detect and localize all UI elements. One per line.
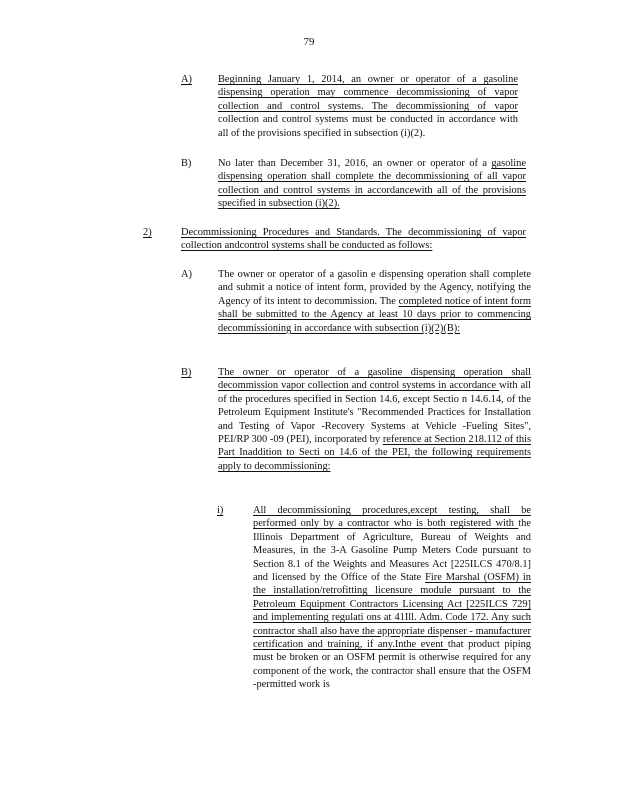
paragraph-text — [253, 504, 531, 692]
text-segment: The owner or operator of a gasolin e dispensing operation shall complete and submit a notice of intent form, provided by the Agency, notifying the Agency of its intent to decommission. The — [218, 269, 531, 307]
paragraph-text — [218, 73, 518, 140]
paragraph-marker: A) — [181, 269, 192, 280]
text-segment: The owner or operator of a gasoline dispensing operation shall decommission vapor collection and control systems in accordance — [218, 367, 531, 392]
text-segment: with all of the procedures specified in Section 14.6, except Sectio n 14.6.14, of the Petroleum Equipment Institute's "Recommended Practices for Installation and Testing of Vapor -Recovery Systems at Vehicle -Fueling Sites", PEI/RP 300 -09 (PEI), incorporated by — [218, 380, 531, 446]
text-segment: reference at Section 218.112 of this Part Inaddition to Secti on 14.6 of the PEI, the following requirements apply to decommissioning: — [218, 434, 531, 472]
paragraph-marker: B) — [181, 367, 192, 378]
text-segment: completed notice of intent form shall be submitted to the Agency at least 10 days prior to commencing decommissioning in accordance with subsection (i)(2)(B): — [218, 295, 531, 334]
paragraph-marker: A) — [181, 74, 192, 85]
text-segment: collection and control systems must be conducted in accordance with all of the provisions specified in subsection (i)(2). — [218, 114, 518, 139]
paragraph-marker: B) — [181, 158, 192, 169]
paragraph-text — [218, 268, 531, 335]
text-segment: the Illinois Department of Agriculture, Bureau of Weights and Measures, in the 3-A Gasoline Pump Meters Code pursuant to Section 8.1 of the Weights and Measures Act [225ILCS 470/8.1] and licensed by the Office of the State — [253, 518, 531, 584]
page-number: 79 — [303, 36, 315, 48]
text-segment: Beginning January 1, 2014, an owner or operator of a gasoline dispensing operation may commence decommissioning of vapor collection and control systems. The decommissioning of vapor — [218, 74, 518, 112]
paragraph-text — [181, 226, 526, 253]
paragraph-text — [218, 366, 531, 473]
text-segment: Decommissioning Procedures and Standards. The decommissioning of vapor collection andcontrol systems shall be conducted as follows: — [181, 227, 526, 252]
paragraph-marker: 2) — [143, 227, 152, 238]
text-segment: No later than December 31, 2016, an owner or operator of a — [218, 158, 492, 169]
paragraph-text — [218, 157, 526, 211]
text-segment: that product piping must be broken or an OSFM permit is otherwise required for any component of the work, the contractor shall ensure that the OSFM -permitted work is — [253, 639, 531, 691]
paragraph-marker: i) — [217, 505, 224, 516]
text-segment: All decommissioning procedures,except testing, shall be performed only by a contractor who is both registered with — [253, 505, 531, 530]
text-segment: Fire Marshal (OSFM) in the installation/retrofitting licensure module pursuant to the Petroleum Equipment Contractors Licensing Act [225ILCS 729] and implementing regulati ons at 41Ill. Adm. Code 172. Any such contractor shall also have the appropriate dispenser - manufacturer certification and training, if any.Inthe event — [253, 572, 531, 651]
text-segment: gasoline dispensing operation shall complete the decommissioning of all vapor collection and control systems in accordancewith all of the provisions specified in subsection (i)(2). — [218, 158, 526, 210]
